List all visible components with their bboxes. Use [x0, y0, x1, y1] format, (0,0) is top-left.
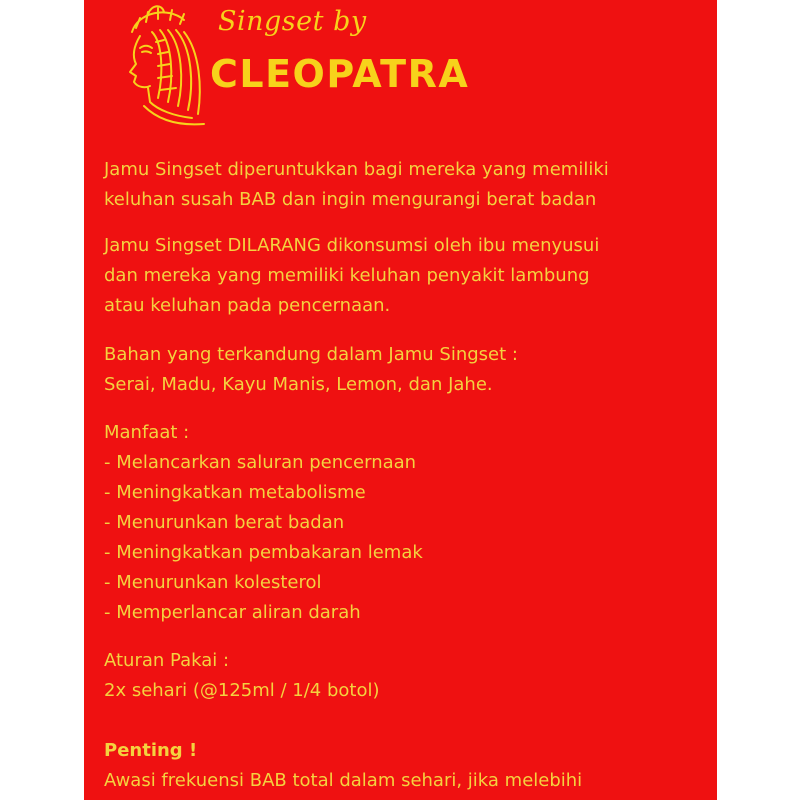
list-item: - Menurunkan kolesterol	[104, 572, 322, 593]
list-item: - Menurunkan berat badan	[104, 512, 345, 533]
important-heading: Penting !	[104, 740, 198, 761]
brand-name: CLEOPATRA	[210, 52, 470, 96]
benefits-heading: Manfaat :	[104, 422, 190, 443]
ingredients-paragraph	[104, 340, 704, 400]
warning-line: Jamu Singset DILARANG dikonsumsi oleh ibu menyusui	[104, 235, 600, 256]
brand-script: Singset by	[218, 6, 367, 37]
usage-dose: 2x sehari (@125ml / 1/4 botol)	[104, 680, 380, 701]
intro-line: Jamu Singset diperuntukkan bagi mereka yang memiliki	[104, 159, 609, 180]
intro-paragraph	[104, 155, 704, 215]
warning-paragraph	[104, 231, 704, 321]
intro-line: keluhan susah BAB dan ingin mengurangi berat badan	[104, 189, 597, 210]
list-item: - Memperlancar aliran darah	[104, 602, 361, 623]
list-item: - Meningkatkan metabolisme	[104, 482, 366, 503]
list-item: - Meningkatkan pembakaran lemak	[104, 542, 423, 563]
usage-section	[104, 646, 704, 706]
important-text: Awasi frekuensi BAB total dalam sehari, jika melebihi	[104, 770, 583, 791]
list-item: - Melancarkan saluran pencernaan	[104, 452, 417, 473]
warning-line: atau keluhan pada pencernaan.	[104, 295, 391, 316]
ingredients-line: Serai, Madu, Kayu Manis, Lemon, dan Jahe.	[104, 374, 493, 395]
cleopatra-portrait-icon	[118, 2, 208, 128]
benefits-section	[104, 418, 704, 628]
warning-line: dan mereka yang memiliki keluhan penyakit lambung	[104, 265, 590, 286]
ingredients-line: Bahan yang terkandung dalam Jamu Singset :	[104, 344, 518, 365]
brand-logo	[118, 0, 538, 130]
important-section	[104, 736, 704, 796]
usage-heading: Aturan Pakai :	[104, 650, 230, 671]
